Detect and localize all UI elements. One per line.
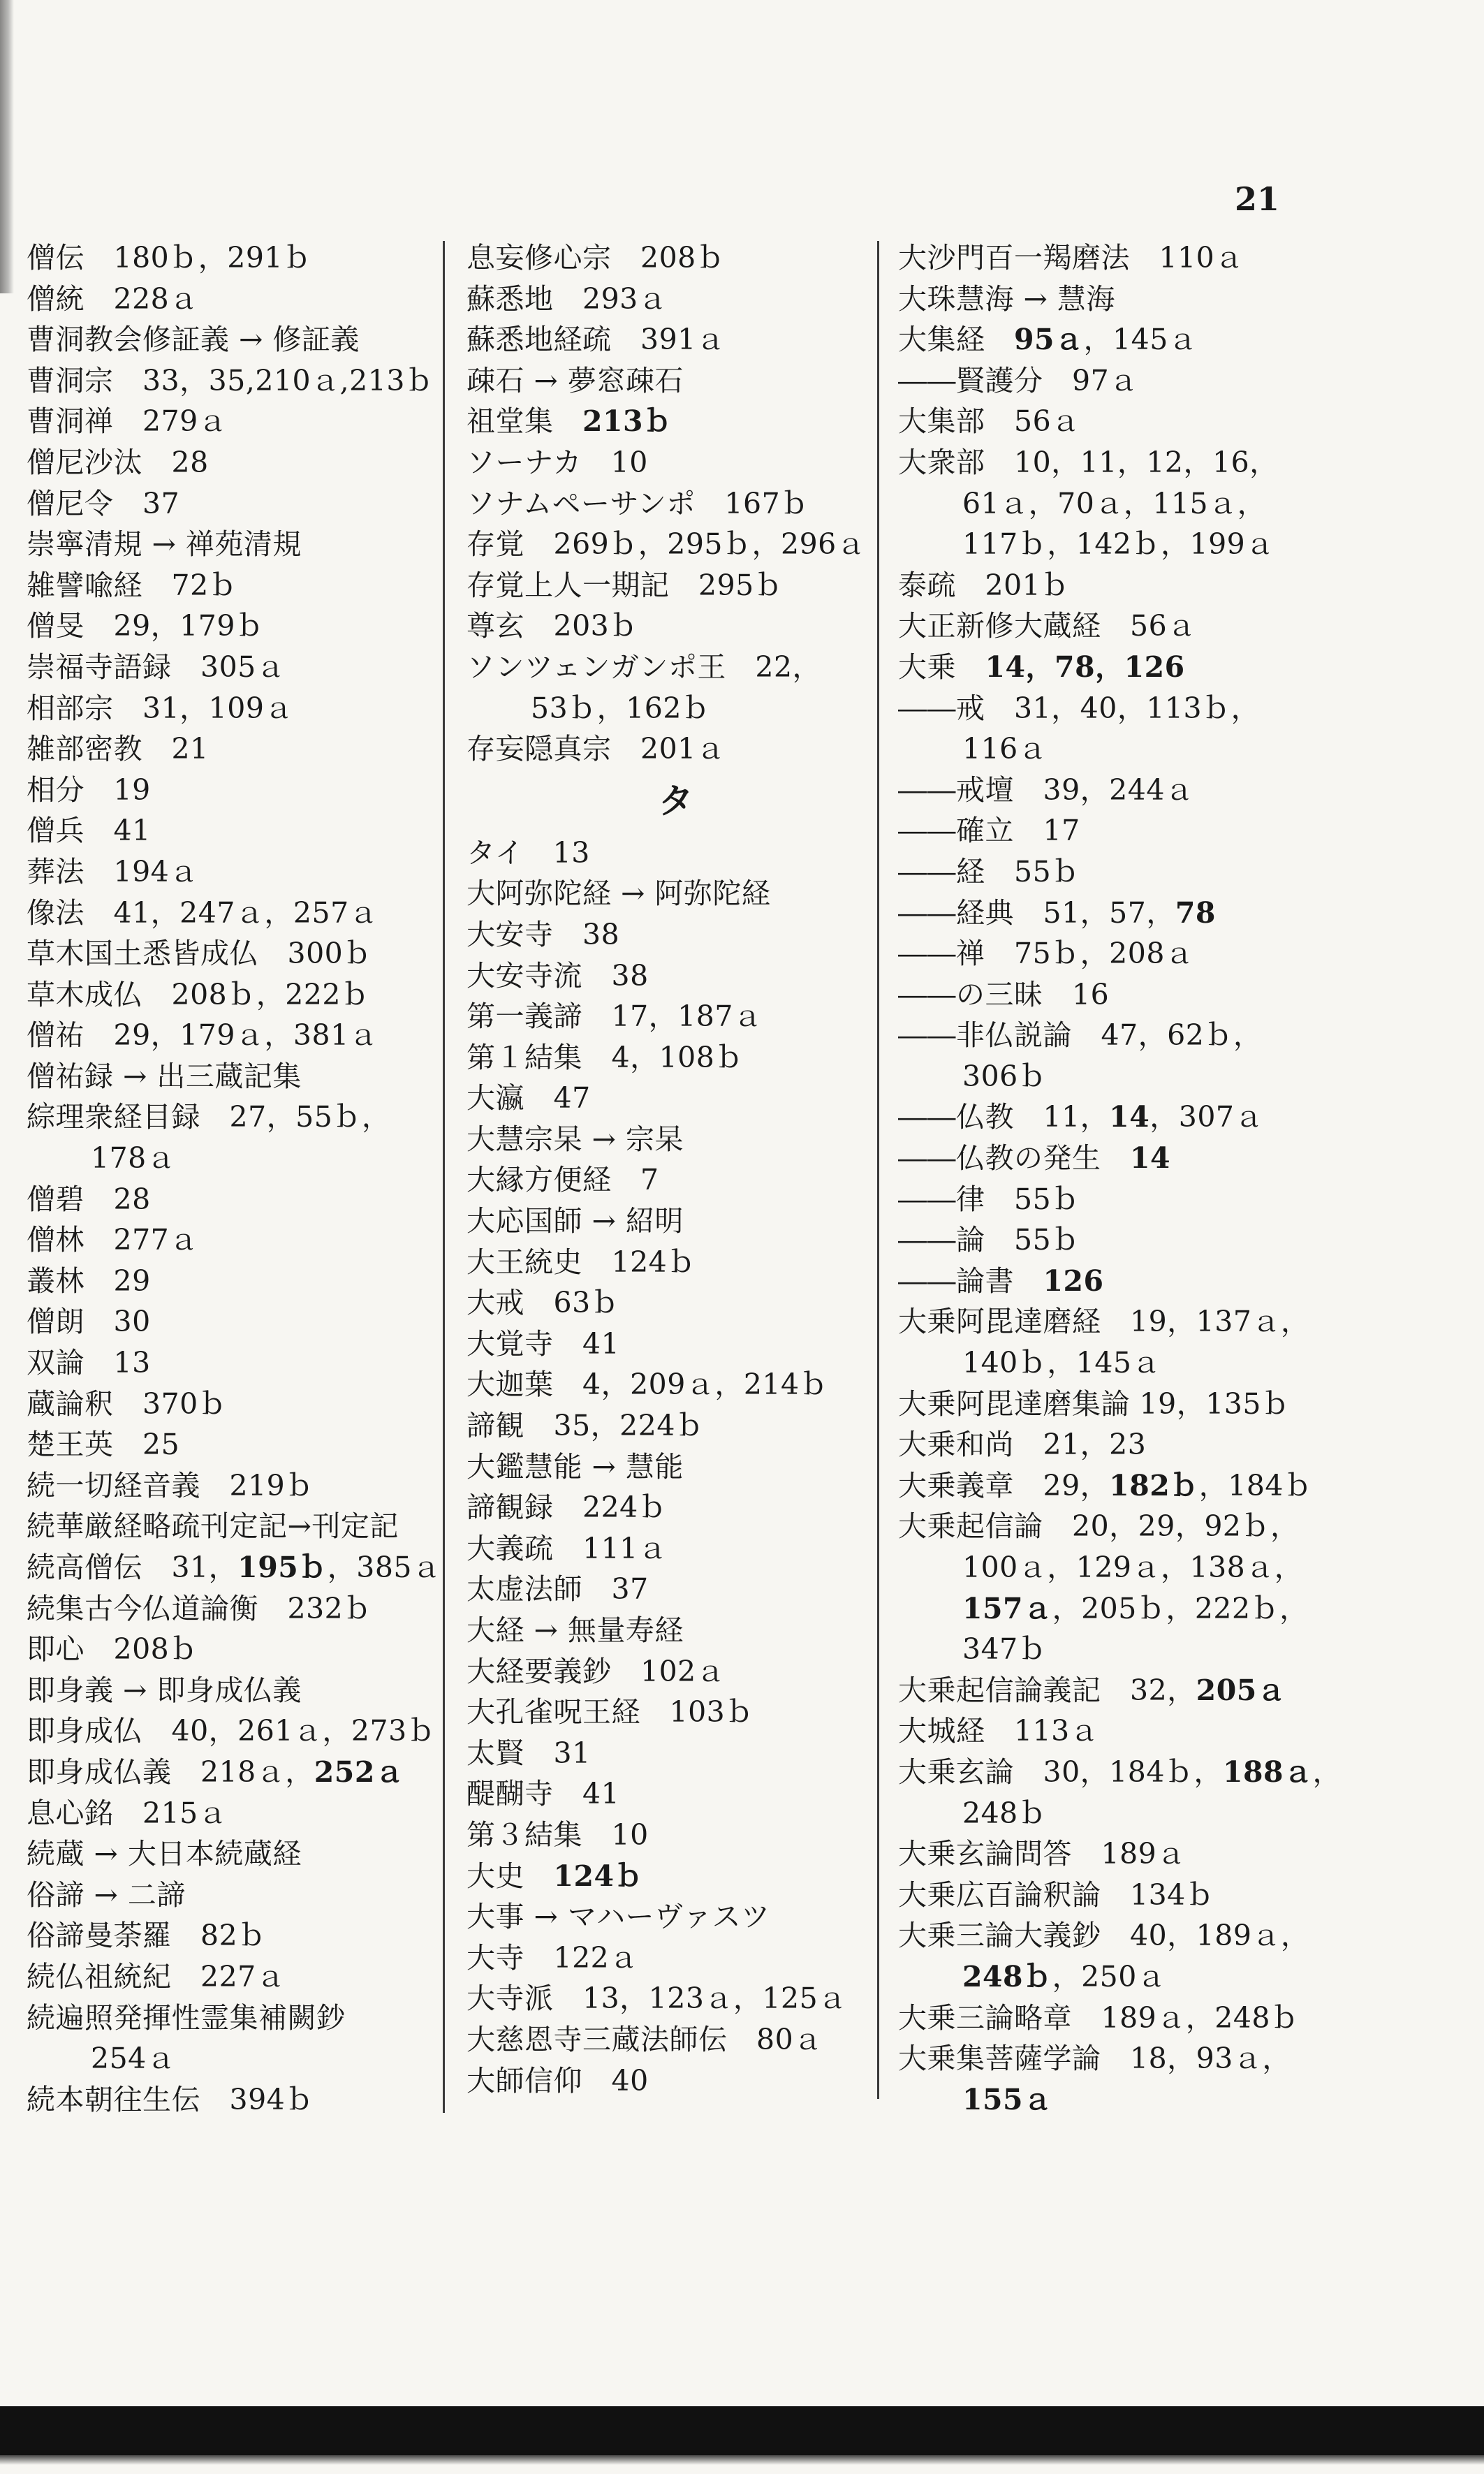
index-entry: 大乗三論大義鈔 40，189ａ， — [898, 1919, 1310, 1953]
index-entry-continuation: 53ｂ，162ｂ — [531, 691, 711, 725]
index-entry: 続集古今仏道論衡 232ｂ — [27, 1591, 372, 1625]
index-entry: 綜理衆経目録 27，55ｂ， — [27, 1100, 391, 1134]
entry-text: 大史 — [466, 1859, 554, 1893]
index-entry: ソーナカ 10 — [466, 445, 648, 479]
index-entry: 疎石 → 夢窓疎石 — [466, 363, 684, 397]
index-entry: 第一義諦 17，187ａ — [466, 1000, 763, 1034]
index-entry: 僧尼令 37 — [27, 486, 180, 520]
index-entry-continuation: 61ａ，70ａ，115ａ， — [962, 486, 1267, 520]
index-entry: 僧林 277ａ — [27, 1223, 198, 1257]
entry-text: ，250ａ — [1052, 1959, 1166, 1993]
entry-text: ――仏教 11， — [898, 1100, 1110, 1134]
index-entry: 雑譬喩経 72ｂ — [27, 568, 238, 602]
index-entry: 泰疏 201ｂ — [898, 568, 1070, 602]
index-entry: 僧碧 28 — [27, 1182, 151, 1216]
index-entry: 僧祐 29，179ａ，381ａ — [27, 1018, 379, 1053]
index-entry: 大寺 122ａ — [466, 1940, 638, 1975]
index-entry: 即身成仏 40，261ａ，273ｂ — [27, 1714, 436, 1748]
index-entry: 僧朗 30 — [27, 1305, 151, 1339]
index-entry: 蘇悉地経疏 391ａ — [466, 323, 726, 357]
index-entry: 息妄修心宗 208ｂ — [466, 241, 726, 275]
index-entry: 大応国師 → 紹明 — [466, 1204, 684, 1238]
index-entry-continuation — [898, 1956, 1310, 1998]
index-entry: 尊玄 203ｂ — [466, 609, 638, 643]
index-entry: ――戒壇 39，244ａ — [898, 773, 1194, 807]
index-entry: 太賢 31 — [466, 1736, 591, 1770]
index-entry: 草木国土悉皆成仏 300ｂ — [27, 937, 372, 971]
index-entry: ――賢護分 97ａ — [898, 363, 1138, 397]
index-entry — [466, 1856, 886, 1897]
index-entry: 大沙門百一羯磨法 110ａ — [898, 241, 1244, 275]
index-entry: 大鑑慧能 → 慧能 — [466, 1449, 684, 1484]
index-entry — [898, 1138, 1310, 1179]
entry-text: ――経典 51，57， — [898, 895, 1175, 930]
index-entry: ――禅 75ｂ，208ａ — [898, 937, 1194, 971]
index-entry: 第１結集 4，108ｂ — [466, 1040, 744, 1074]
index-entry: 大正新修大蔵経 56ａ — [898, 609, 1196, 643]
index-entry — [898, 893, 1310, 934]
index-entry-continuation: 100ａ，129ａ，138ａ， — [962, 1551, 1304, 1584]
index-entry: ――論 55ｂ — [898, 1223, 1080, 1257]
index-entry — [898, 1752, 1342, 1793]
index-entry: 存覚上人一期記 295ｂ — [466, 568, 784, 602]
index-entry-continuation: 254ａ — [91, 2042, 176, 2076]
page-number: 21 — [1235, 180, 1280, 218]
index-entry: 大衆部 10，11，12，16， — [898, 445, 1279, 479]
index-entry: 大縁方便経 7 — [466, 1163, 659, 1197]
entry-bold-ref: 126 — [1043, 1264, 1104, 1298]
entry-text: ――論書 — [898, 1264, 1043, 1298]
index-entry: 続遍照発揮性霊集補闕鈔 — [27, 2000, 346, 2035]
index-entry: 葬法 194ａ — [27, 854, 198, 888]
index-entry: ――非仏説論 47，62ｂ， — [898, 1018, 1263, 1053]
entry-bold-ref: 14 — [1130, 1141, 1171, 1176]
index-entry — [27, 1547, 439, 1588]
index-entry: ソンツェンガンポ王 22， — [466, 650, 822, 684]
index-entry: 俗諦 → 二諦 — [27, 1878, 186, 1912]
section-heading: タ — [658, 779, 694, 821]
entry-text: ，307ａ — [1149, 1100, 1263, 1134]
index-entry: 相分 19 — [27, 773, 151, 807]
index-entry: 続蔵 → 大日本続蔵経 — [27, 1837, 302, 1871]
entry-bold-ref: 157ａ — [962, 1591, 1052, 1625]
index-entry: 大城経 113ａ — [898, 1714, 1099, 1748]
index-entry: 曹洞教会修証義 → 修証義 — [27, 323, 360, 357]
index-entry — [898, 1097, 1310, 1138]
index-entry-continuation: 248ｂ — [962, 1796, 1048, 1830]
index-entry — [898, 1465, 1313, 1507]
index-entry: 僧伝 180ｂ，291ｂ — [27, 241, 312, 275]
entry-text: 大乗 — [898, 650, 985, 684]
entry-text: ，184ｂ — [1198, 1468, 1313, 1502]
index-entry: 大珠慧海 → 慧海 — [898, 281, 1115, 316]
entry-text: 即身成仏義 218ａ， — [27, 1755, 314, 1789]
index-entry: 大師信仰 40 — [466, 2063, 649, 2098]
index-entry — [898, 319, 1310, 360]
index-entry: 蔵論釈 370ｂ — [27, 1386, 228, 1421]
index-entry: 曹洞禅 279ａ — [27, 404, 228, 439]
index-entry — [27, 1752, 439, 1793]
index-entry: 僧統 228ａ — [27, 281, 198, 316]
entry-text: 大乗義章 29， — [898, 1468, 1110, 1502]
entry-bold-ref: 195ｂ — [237, 1551, 328, 1584]
index-entry: 曹洞宗 33，35,210ａ,213ｂ — [27, 363, 434, 397]
entry-text: 大乗起信論義記 32， — [898, 1673, 1196, 1707]
index-entry: 大慈恩寺三蔵法師伝 80ａ — [466, 2022, 823, 2056]
index-entry: 太虚法師 37 — [466, 1572, 649, 1606]
index-entry: 楚王英 25 — [27, 1428, 180, 1462]
index-entry: ――経 55ｂ — [898, 854, 1080, 888]
index-entry: 大瀛 47 — [466, 1081, 591, 1115]
index-entry: 大乗広百論釈論 134ｂ — [898, 1878, 1215, 1912]
index-entry: 大経要義鈔 102ａ — [466, 1654, 726, 1688]
scan-edge-shadow — [0, 0, 14, 293]
index-entry: 僧尼沙汰 28 — [27, 445, 209, 479]
index-entry: 僧兵 41 — [27, 814, 151, 848]
index-entry: 大乗起信論 20，29，92ｂ， — [898, 1509, 1300, 1544]
entry-bold-ref: 95ａ — [1014, 323, 1084, 357]
index-entry-continuation: 116ａ — [962, 732, 1048, 766]
index-entry: 大乗集菩薩学論 18，93ａ， — [898, 2042, 1291, 2076]
entry-text: 大乗玄論 30，184ｂ， — [898, 1755, 1223, 1789]
index-entry: 蘇悉地 293ａ — [466, 281, 668, 316]
index-entry: 崇福寺語録 305ａ — [27, 650, 286, 684]
index-entry-continuation: 306ｂ — [962, 1059, 1048, 1093]
index-entry: 諦観録 224ｂ — [466, 1491, 668, 1525]
index-entry-continuation: 347ｂ — [962, 1632, 1048, 1667]
index-entry: 俗諦曼荼羅 82ｂ — [27, 1919, 267, 1953]
index-entry-continuation — [898, 2079, 1310, 2121]
index-entry: 諦観 35，224ｂ — [466, 1409, 705, 1443]
entry-text: ，145ａ — [1083, 323, 1198, 357]
index-entry: 崇寧清規 → 禅苑清規 — [27, 527, 302, 562]
index-entry: 即身義 → 即身成仏義 — [27, 1673, 302, 1707]
entry-bold-ref: 205ａ — [1196, 1673, 1286, 1707]
entry-text: ， — [1312, 1755, 1342, 1789]
index-entry: ――確立 17 — [898, 814, 1080, 848]
index-entry: 大寺派 13，123ａ，125ａ — [466, 1982, 847, 2016]
index-entry: 続華厳経略疏刊定記→刊定記 — [27, 1509, 399, 1544]
entry-bold-ref: 188ａ — [1222, 1755, 1313, 1789]
entry-bold-ref: 14 — [1109, 1100, 1150, 1134]
index-entry: 僧祐録 → 出三蔵記集 — [27, 1059, 302, 1093]
index-entry: 大安寺流 38 — [466, 958, 649, 993]
index-entry: 続仏祖統紀 227ａ — [27, 1959, 286, 1993]
index-entry: 草木成仏 208ｂ，222ｂ — [27, 977, 370, 1011]
index-entry: 大戒 63ｂ — [466, 1286, 620, 1320]
index-entry-continuation: 117ｂ，142ｂ，199ａ — [962, 527, 1274, 562]
index-entry: ――の三昧 16 — [898, 977, 1110, 1011]
entry-text: ，205ｂ，222ｂ， — [1052, 1591, 1309, 1625]
index-entry: 大乗玄論問答 189ａ — [898, 1837, 1186, 1871]
index-entry-continuation — [898, 1588, 1310, 1630]
index-entry: 僧旻 29，179ｂ — [27, 609, 265, 643]
index-entry-continuation: 140ｂ，145ａ — [962, 1346, 1161, 1380]
index-column-2 — [466, 237, 886, 2101]
index-entry: 大事 → マハーヴァスツ — [466, 1900, 770, 1934]
index-entry: 息心銘 215ａ — [27, 1796, 228, 1830]
entry-bold-ref: 155ａ — [962, 2082, 1052, 2116]
index-entry: タイ 13 — [466, 835, 590, 870]
index-entry: 大安寺 38 — [466, 917, 620, 951]
index-entry: 大覚寺 41 — [466, 1326, 620, 1361]
index-entry: 相部宗 31，109ａ — [27, 691, 293, 725]
index-entry: 大乗阿毘達磨経 19，137ａ， — [898, 1305, 1310, 1339]
entry-text: ――仏教の発生 — [898, 1141, 1130, 1176]
index-entry: ――律 55ｂ — [898, 1182, 1080, 1216]
index-entry: 続一切経音義 219ｂ — [27, 1468, 314, 1502]
index-entry: 大集部 56ａ — [898, 404, 1080, 439]
index-entry: 大阿弥陀経 → 阿弥陀経 — [466, 877, 771, 911]
index-entry: 大乗阿毘達磨集論 19，135ｂ — [898, 1386, 1291, 1421]
index-entry: ――戒 31，40，113ｂ， — [898, 691, 1261, 725]
index-entry: 大王統史 124ｂ — [466, 1245, 696, 1279]
index-entry: 大慧宗杲 → 宗杲 — [466, 1122, 684, 1156]
index-entry: 大乗和尚 21，23 — [898, 1428, 1147, 1462]
entry-text: 祖堂集 — [466, 404, 582, 439]
entry-bold-ref: 248ｂ — [962, 1959, 1052, 1993]
index-entry: 大迦葉 4，209ａ，214ｂ — [466, 1368, 829, 1402]
entry-text: 大集経 — [898, 323, 1014, 357]
entry-bold-ref: 182ｂ — [1109, 1468, 1199, 1502]
index-entry — [898, 1261, 1310, 1302]
index-entry — [466, 401, 886, 442]
column-divider — [443, 241, 445, 2113]
index-entry — [898, 1670, 1310, 1711]
index-column-1 — [27, 237, 439, 2120]
index-entry: 大乗三論略章 189ａ，248ｂ — [898, 2000, 1300, 2035]
index-entry: 存妄隠真宗 201ａ — [466, 732, 726, 766]
index-entry: 第３結集 10 — [466, 1817, 649, 1852]
index-entry: 叢林 29 — [27, 1264, 151, 1298]
index-entry: 即心 208ｂ — [27, 1632, 198, 1667]
entry-bold-ref: 252ａ — [314, 1755, 404, 1789]
column-divider — [877, 241, 879, 2099]
entry-text: ，385ａ — [327, 1551, 441, 1584]
index-entry — [898, 647, 1310, 688]
index-entry: ソナムペーサンポ 167ｂ — [466, 486, 809, 520]
entry-bold-ref: 124ｂ — [553, 1859, 644, 1893]
index-entry-continuation: 178ａ — [91, 1141, 176, 1176]
entry-bold-ref: 14，78，126 — [985, 650, 1185, 684]
index-entry: 存覚 269ｂ，295ｂ，296ａ — [466, 527, 866, 562]
index-entry: 雑部密教 21 — [27, 732, 209, 766]
entry-bold-ref: 78 — [1175, 895, 1216, 930]
index-entry: 大孔雀呪王経 103ｂ — [466, 1695, 754, 1729]
index-entry: 続本朝往生伝 394ｂ — [27, 2082, 314, 2116]
index-column-3 — [898, 237, 1342, 2120]
index-entry: 大経 → 無量寿経 — [466, 1613, 684, 1647]
index-entry: 醍醐寺 41 — [466, 1777, 620, 1811]
entry-bold-ref: 213ｂ — [582, 404, 673, 439]
scan-bottom-bar — [0, 2406, 1484, 2455]
index-entry: 像法 41，247ａ，257ａ — [27, 895, 379, 930]
index-entry: 大義疏 111ａ — [466, 1531, 668, 1565]
index-entry: 双論 13 — [27, 1346, 151, 1380]
entry-text: 続高僧伝 31， — [27, 1551, 238, 1584]
